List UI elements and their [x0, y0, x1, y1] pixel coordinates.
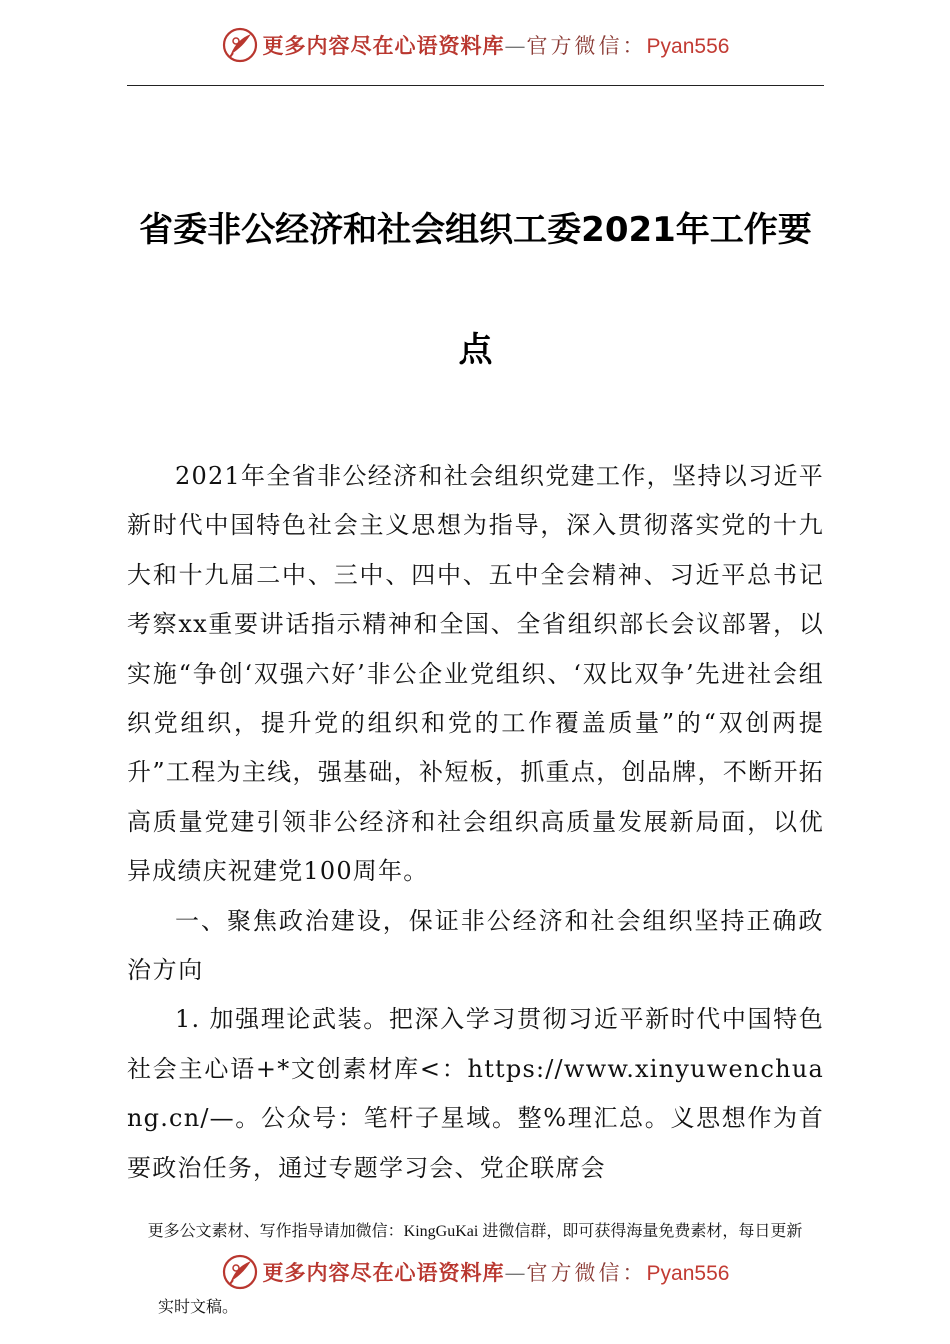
banner-label: 官方微信： [526, 34, 647, 58]
banner-label: 官方微信： [526, 1261, 647, 1285]
intro-paragraph: 2021年全省非公经济和社会组织党建工作，坚持以习近平新时代中国特色社会主义思想为指导，深入贯彻落实党的十九大和十九届二中、三中、四中、五中全会精神、习近平总书记考察xx重要讲话指示精神和全国、全省组织部长会议部署，以实施“争创‘双强六好’非公企业党组织、‘双比双争’先进社会组织党组织，提升党的组织和党的工作覆盖质量”的“双创两提升”工程为主线，强基础，补短板，抓重点，创品牌，不断开拓高质量党建引领非公经济和社会组织高质量发展新局面，以优异成绩庆祝建党100周年。 [127, 462, 824, 886]
banner-wechat-id: Pyan556 [646, 35, 730, 58]
banner-lead: 更多内容尽在心语资料库 [262, 1260, 505, 1285]
document-body [127, 452, 824, 1193]
footer-tail: 实时文稿。 [158, 1299, 239, 1316]
header-banner [0, 26, 950, 64]
footer-banner [0, 1253, 950, 1291]
banner-lead: 更多内容尽在心语资料库 [262, 33, 505, 58]
banner-dash: — [504, 34, 527, 58]
section-heading: 一、聚焦政治建设，保证非公经济和社会组织坚持正确政治方向 [127, 906, 824, 985]
quill-pen-logo-icon [221, 26, 259, 64]
item-paragraph: 1. 加强理论武装。把深入学习贯彻习近平新时代中国特色社会主心语+*文创素材库<：https://www.xinyuwenchuang.cn/—。公众号：笔杆子星域。整%理汇总。义思想作为首要政治任务，通过专题学习会、党企联席会 [127, 1005, 824, 1182]
quill-pen-logo-icon [221, 1253, 259, 1291]
footer-note: 更多公文素材、写作指导请加微信：KingGuKai 进微信群，即可获得海量免费素材，每日更新 [147, 1223, 803, 1240]
banner-wechat-id: Pyan556 [646, 1262, 730, 1285]
banner-text [263, 30, 730, 60]
header-rule [127, 85, 824, 86]
document-title: 省委非公经济和社会组织工委2021年工作要点 [139, 210, 812, 370]
banner-dash: — [504, 1261, 527, 1285]
banner-text [263, 1257, 730, 1287]
